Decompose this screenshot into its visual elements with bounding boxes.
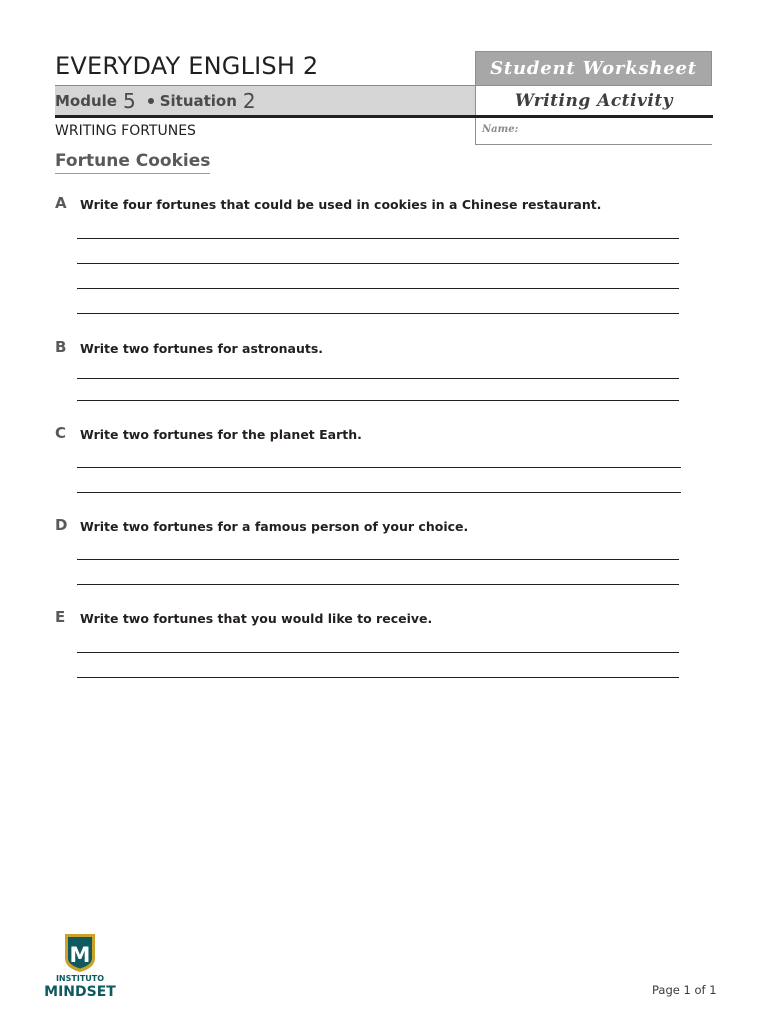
- module-situation-bar: [55, 86, 475, 115]
- answer-line: [77, 378, 679, 379]
- section-label: WRITING FORTUNES: [55, 123, 196, 139]
- bullet-separator: [148, 98, 154, 104]
- logo-top-text: INSTITUTO: [55, 974, 105, 983]
- answer-line: [77, 238, 679, 239]
- logo-bottom-text: MINDSET: [44, 984, 116, 1000]
- student-worksheet-box: [475, 51, 712, 86]
- answer-line: [77, 263, 679, 264]
- exercise-a-instruction: Write four fortunes that could be used in cookies in a Chinese restaurant.: [80, 197, 602, 212]
- exercise-b-letter: B: [55, 338, 67, 356]
- answer-line: [77, 584, 679, 585]
- name-label: Name:: [482, 124, 519, 135]
- name-field: [475, 118, 712, 145]
- worksheet-title: Fortune Cookies: [55, 151, 210, 174]
- answer-line: [77, 677, 679, 678]
- answer-line: [77, 400, 679, 401]
- module-number: 5: [122, 88, 136, 113]
- shield-icon: [44, 932, 116, 1000]
- answer-line: [77, 288, 679, 289]
- instituto-mindset-logo: [44, 932, 116, 1000]
- answer-line: [77, 492, 681, 493]
- exercise-e-instruction: Write two fortunes that you would like to receive.: [80, 611, 433, 626]
- exercise-e-letter: E: [55, 608, 66, 626]
- answer-line: [77, 559, 679, 560]
- exercise-b-instruction: Write two fortunes for astronauts.: [80, 341, 324, 356]
- situation-label: Situation: [159, 91, 237, 110]
- writing-activity-label: Writing Activity: [514, 91, 674, 111]
- exercise-d-instruction: Write two fortunes for a famous person of your choice.: [80, 519, 469, 534]
- exercise-c-letter: C: [55, 424, 67, 442]
- situation-number: 2: [242, 88, 256, 113]
- student-worksheet-label: Student Worksheet: [490, 58, 697, 79]
- page-number: Page 1 of 1: [652, 983, 717, 997]
- answer-line: [77, 313, 679, 314]
- module-label: Module: [55, 91, 117, 110]
- writing-activity-box: [475, 86, 712, 116]
- answer-line: [77, 652, 679, 653]
- logo-mark: M: [69, 943, 91, 967]
- answer-line: [77, 467, 681, 468]
- exercise-c-instruction: Write two fortunes for the planet Earth.: [80, 427, 362, 442]
- exercise-d-letter: D: [55, 516, 68, 534]
- book-title: EVERYDAY ENGLISH 2: [55, 52, 319, 80]
- exercise-a-letter: A: [55, 194, 67, 212]
